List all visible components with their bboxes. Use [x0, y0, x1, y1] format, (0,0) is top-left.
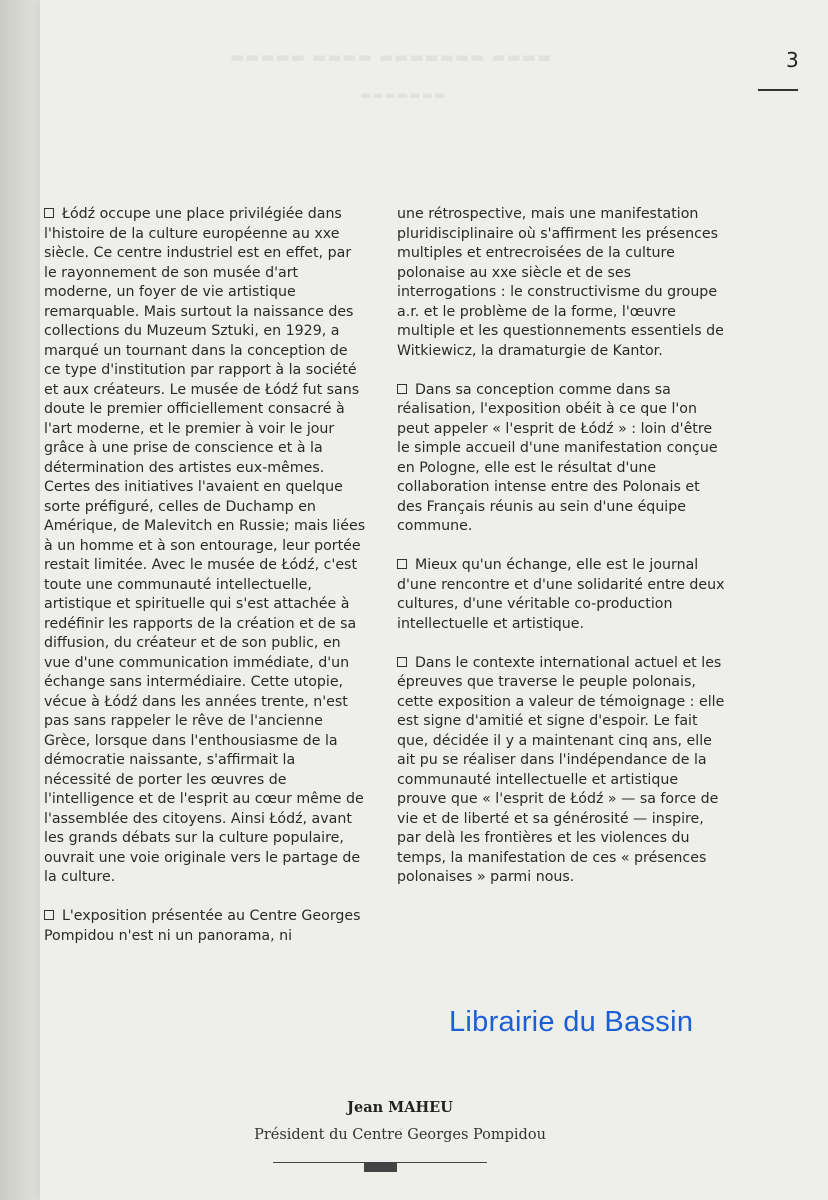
paragraph: [44, 907, 366, 946]
square-bullet-icon: [397, 657, 407, 667]
paragraph: [397, 556, 727, 634]
bookseller-watermark: Librairie du Bassin: [449, 1006, 694, 1038]
footer-block-ornament: [364, 1162, 397, 1172]
signatory-name: Jean MAHEU: [347, 1099, 453, 1116]
left-column: [44, 205, 366, 966]
paragraph-text: Dans sa conception comme dans sa réalisation, l'exposition obéit à ce que l'on peut appeler « l'esprit de Łódź » : loin d'être le simple accueil d'une manifestation conçue en Pologne, elle est le résultat d'une collaboration intense entre des Polonais et des Français réunis au sein d'une équipe commune.: [397, 381, 718, 534]
square-bullet-icon: [44, 208, 54, 218]
page-fold-shadow: [0, 0, 40, 1200]
paragraph-text: Mieux qu'un échange, elle est le journal d'une rencontre et d'une solidarité entre deux cultures, d'une véritable co-production intellectuelle et artistique.: [397, 557, 725, 632]
square-bullet-icon: [397, 559, 407, 569]
paragraph-text: une rétrospective, mais une manifestation pluridisciplinaire où s'affirment les présences multiples et entrecroisées de la culture polonaise au xxe siècle et de ses interrogations : le constructivisme du groupe a.r. et le problème de la forme, l'œuvre multiple et les questionnements essentiels de Witkiewicz, la dramaturgie de Kantor.: [397, 206, 724, 359]
paragraph: [397, 654, 727, 888]
show-through-text: ▬▬▬▬▬▬▬: [360, 88, 447, 102]
square-bullet-icon: [44, 910, 54, 920]
paragraph: [397, 381, 727, 537]
paragraph: [44, 205, 366, 888]
show-through-text: ▬▬▬▬▬ ▬▬▬▬ ▬▬▬▬▬▬▬ ▬▬▬▬: [230, 48, 553, 66]
square-bullet-icon: [397, 384, 407, 394]
paragraph: [397, 205, 727, 361]
signatory-title: Président du Centre Georges Pompidou: [254, 1127, 546, 1143]
page-number: 3: [786, 48, 799, 72]
paragraph-text: L'exposition présentée au Centre Georges Pompidou n'est ni un panorama, ni: [44, 908, 361, 944]
paragraph-text: Dans le contexte international actuel et les épreuves que traverse le peuple polonais, cette exposition a valeur de témoignage : elle est signe d'amitié et signe d'espoir. Le fait que, décidée il y a maintenant cinq ans, elle ait pu se réaliser dans l'indépendance de la communauté intellectuelle et artistique prouve que « l'esprit de Łódź » — sa force de vie et de liberté et sa générosité — inspire, par delà les frontières et les violences du temps, la manifestation de ces « présences polonaises » parmi nous.: [397, 654, 725, 885]
paragraph-text: Łódź occupe une place privilégiée dans l'histoire de la culture européenne au xxe siècle. Ce centre industriel est en effet, par le rayonnement de son musée d'art moderne, un foyer de vie artistique remarquable. Mais surtout la naissance des collections du Muzeum Sztuki, en 1929, a marqué un tournant dans la conception de ce type d'institution par rapport à la société et aux créateurs. Le musée de Łódź fut sans doute le premier officiellement consacré à l'art moderne, et le premier à voir le jour grâce à une prise de conscience et à la détermination des artistes eux-mêmes. Certes des initiatives l'avaient en quelque sorte préfiguré, celles de Duchamp en Amérique, de Malevitch en Russie; mais liées à un homme et à son entourage, leur portée restait limitée. Avec le musée de Łódź, c'est toute une communauté intellectuelle, artistique et spirituelle qui s'est attachée à redéfinir les rapports de la création et de sa diffusion, du créateur et de son public, en vue d'une communication immédiate, d'un échange sans intermédiaire. Cette utopie, vécue à Łódź dans les années trente, n'est pas sans rappeler le rêve de l'ancienne Grèce, lorsque dans l'enthousiasme de la démocratie naissante, s'affirmait la nécessité de porter les œuvres de l'intelligence et de l'esprit au cœur même de l'assemblée des citoyens. Ainsi Łódź, avant les grands débats sur la culture populaire, ouvrait une voie originale vers le partage de la culture.: [44, 206, 366, 885]
right-column: [397, 205, 727, 907]
page-number-rule: [758, 89, 798, 91]
